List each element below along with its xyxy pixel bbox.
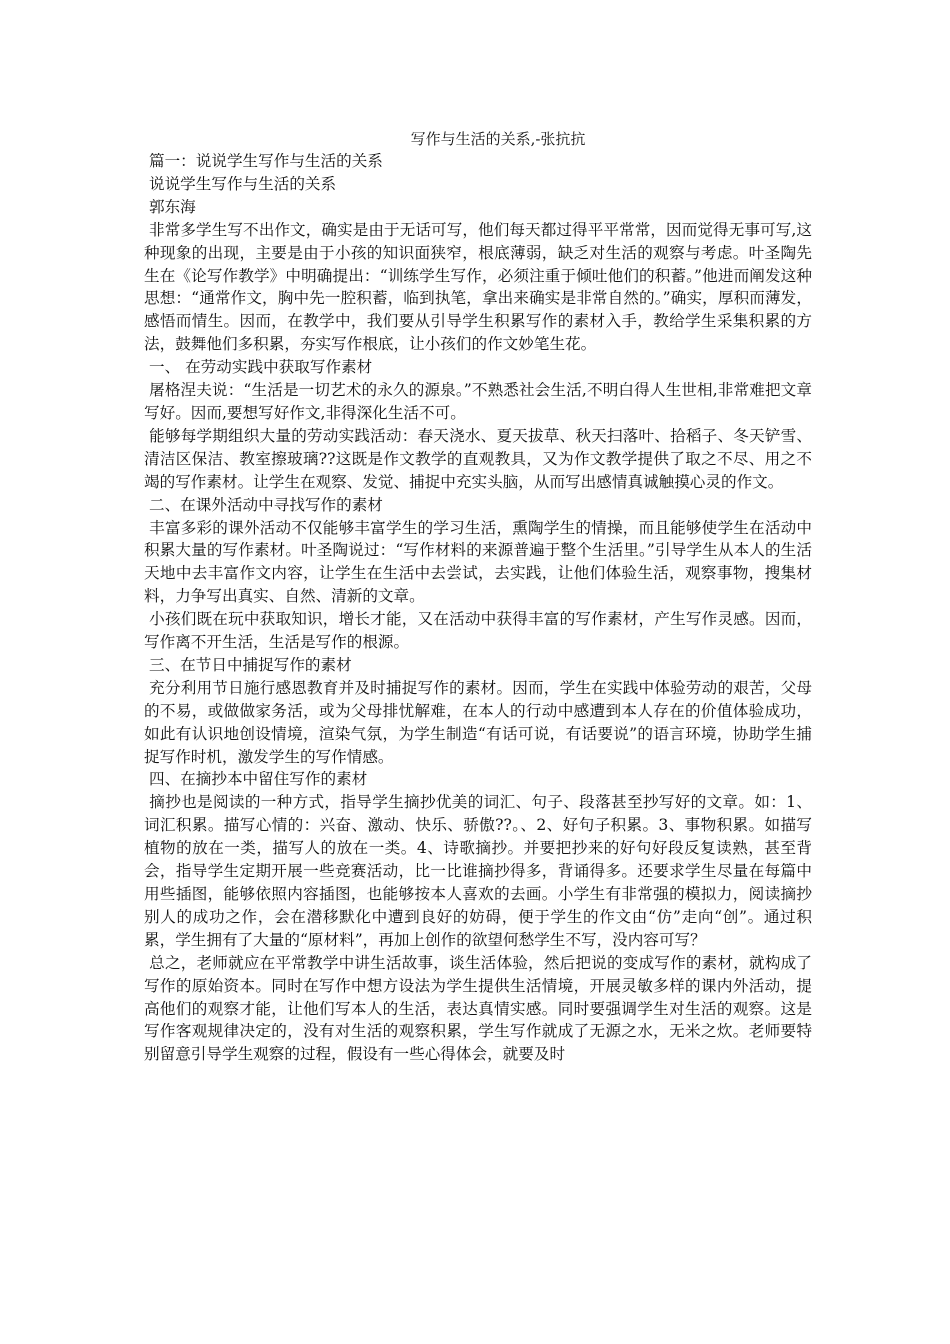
body-paragraph: 摘抄也是阅读的一种方式，指导学生摘抄优美的词汇、句子、段落甚至抄写好的文章。如：1、词汇积累。描写心情的：兴奋、激动、快乐、骄傲??。、2、好句子积累。3、事物积累。如描写植物的放在一类，描写人的放在一类。4、诗歌摘抄。并要把抄来的好句好段反复读熟，甚至背会，指导学生定期开展一些竞赛活动，比一比谁摘抄得多，背诵得多。还要求学生尽量在每篇中用些插图，能够依照内容插图，也能够按本人喜欢的去画。小学生有非常强的模拟力，阅读摘抄别人的成功之作，会在潜移默化中遭到良好的妨碍，便于学生的作文由“仿”走向“创”。通过积累，学生拥有了大量的“原材料”，再加上创作的欲望何愁学生不写，没内容可写？ <box>144 793 813 949</box>
author-name: 郭东海 <box>144 197 196 216</box>
body-paragraph: 充分利用节日施行感恩教育并及时捕捉写作的素材。因而，学生在实践中体验劳动的艰苦，父母的不易，或做做家务活，或为父母排忧解难，在本人的行动中感遭到本人存在的价值体验成功，如此有认识地创设情境，渲染气氛，为学生制造“有话可说，有话要说”的语言环境，协助学生捕捉写作时机，激发学生的写作情感。 <box>144 678 812 766</box>
subsection-heading: 四、在摘抄本中留住写作的素材 <box>144 770 368 789</box>
subsection-heading: 二、在课外活动中寻找写作的素材 <box>144 495 383 514</box>
document-title: 写作与生活的关系,-张抗抗 <box>410 130 586 148</box>
body-paragraph: 丰富多彩的课外活动不仅能够丰富学生的学习生活，熏陶学生的情操，而且能够使学生在活动中积累大量的写作素材。叶圣陶说过：“写作材料的来源普遍于整个生活里。”引导学生从本人的生活天地中去丰富作文内容，让学生在生活中去尝试，去实践，让他们体验生活，观察事物，搜集材料，力争写出真实、自然、清新的文章。 <box>144 518 812 606</box>
subsection-heading: 一、 在劳动实践中获取写作素材 <box>144 358 373 377</box>
body-paragraph: 能够每学期组织大量的劳动实践活动：春天浇水、夏天拔草、秋天扫落叶、拾稻子、冬天铲雪、清洁区保洁、教室擦玻璃??这既是作文教学的直观教具，又为作文教学提供了取之不尽、用之不竭的写作素材。让学生在观察、发觉、捕捉中充实头脑，从而写出感情真诚触摸心灵的作文。 <box>144 426 812 491</box>
document-page <box>144 128 812 1066</box>
body-paragraph: 屠格涅夫说：“生活是一切艺术的永久的源泉。”不熟悉社会生活,不明白得人生世相,非常难把文章写好。因而,要想写好作文,非得深化生活不可。 <box>144 381 812 422</box>
section-heading: 篇一：说说学生写作与生活的关系 <box>144 152 383 170</box>
body-paragraph: 非常多学生写不出作文，确实是由于无话可写，他们每天都过得平平常常，因而觉得无事可写,这种现象的出现，主要是由于小孩的知识面狭窄，根底薄弱，缺乏对生活的观察与考虑。叶圣陶先生在《论写作教学》中明确提出：“训练学生写作，必须注重于倾吐他们的积蓄。”他进而阐发这种思想：“通常作文，胸中先一腔积蓄，临到执笔，拿出来确实是非常自然的。”确实，厚积而薄发，感悟而情生。因而，在教学中，我们要从引导学生积累写作的素材入手，教给学生采集积累的方法，鼓舞他们多积累，夯实写作根底，让小孩们的作文妙笔生花。 <box>144 220 812 354</box>
article-title: 说说学生写作与生活的关系 <box>144 174 337 193</box>
body-paragraph: 总之，老师就应在平常教学中讲生活故事，谈生活体验，然后把说的变成写作的素材，就构成了写作的原始资本。同时在写作中想方设法为学生提供生活情境，开展灵敏多样的课内外活动，提高他们的观察才能，让他们写本人的生活，表达真情实感。同时要强调学生对生活的观察。这是写作客观规律决定的，没有对生活的观察积累，学生写作就成了无源之水，无米之炊。老师要特别留意引导学生观察的过程，假设有一些心得体会，就要及时 <box>144 953 812 1064</box>
body-paragraph: 小孩们既在玩中获取知识，增长才能，又在活动中获得丰富的写作素材，产生写作灵感。因而，写作离不开生活，生活是写作的根源。 <box>144 610 812 652</box>
subsection-heading: 三、在节日中捕捉写作的素材 <box>144 655 352 674</box>
